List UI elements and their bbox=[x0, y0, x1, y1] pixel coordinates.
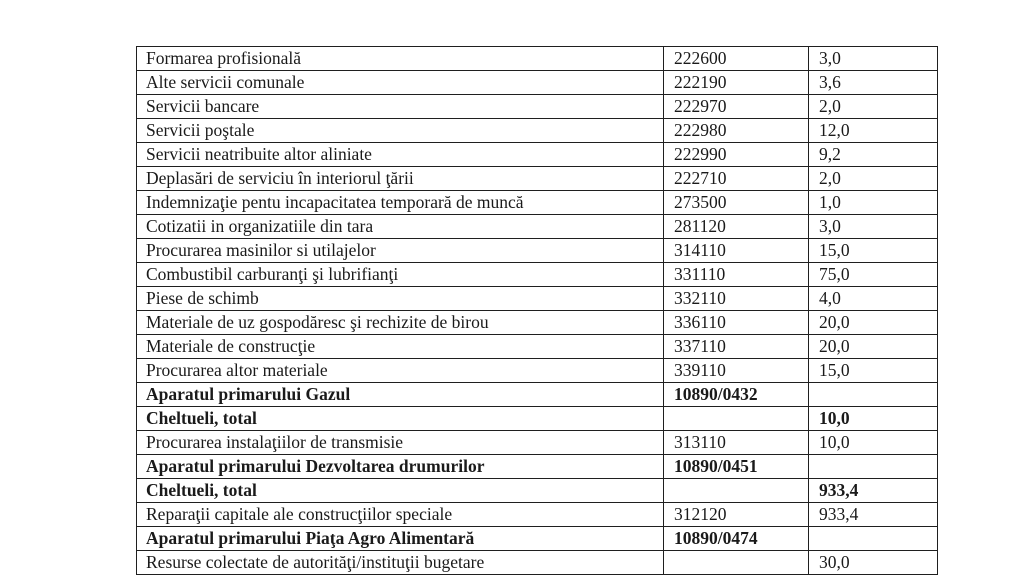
table-row bbox=[137, 503, 938, 527]
table-row bbox=[137, 335, 938, 359]
budget-table bbox=[136, 46, 938, 575]
expense-label-cell: Piese de schimb bbox=[137, 287, 664, 311]
expense-value-cell bbox=[809, 527, 938, 551]
expense-code-cell: 281120 bbox=[664, 215, 809, 239]
expense-value-cell: 2,0 bbox=[809, 95, 938, 119]
expense-label-cell: Reparaţii capitale ale construcţiilor speciale bbox=[137, 503, 664, 527]
table-row bbox=[137, 143, 938, 167]
expense-label-cell: Servicii neatribuite altor aliniate bbox=[137, 143, 664, 167]
expense-value-cell: 10,0 bbox=[809, 407, 938, 431]
expense-label-cell: Cheltueli, total bbox=[137, 479, 664, 503]
expense-label-cell: Procurarea masinilor si utilajelor bbox=[137, 239, 664, 263]
expense-label-cell: Resurse colectate de autorităţi/instituţii bugetare bbox=[137, 551, 664, 575]
expense-label-cell: Aparatul primarului Piaţa Agro Alimentară bbox=[137, 527, 664, 551]
expense-value-cell: 2,0 bbox=[809, 167, 938, 191]
expense-code-cell bbox=[664, 551, 809, 575]
expense-code-cell: 10890/0451 bbox=[664, 455, 809, 479]
expense-label-cell: Servicii poştale bbox=[137, 119, 664, 143]
expense-code-cell: 222710 bbox=[664, 167, 809, 191]
expense-value-cell: 20,0 bbox=[809, 335, 938, 359]
budget-document bbox=[136, 46, 939, 575]
table-row bbox=[137, 311, 938, 335]
expense-value-cell bbox=[809, 455, 938, 479]
expense-code-cell: 332110 bbox=[664, 287, 809, 311]
table-row bbox=[137, 47, 938, 71]
expense-label-cell: Formarea profisională bbox=[137, 47, 664, 71]
table-row bbox=[137, 551, 938, 575]
expense-label-cell: Materiale de construcţie bbox=[137, 335, 664, 359]
expense-label-cell: Alte servicii comunale bbox=[137, 71, 664, 95]
table-row bbox=[137, 263, 938, 287]
expense-code-cell: 314110 bbox=[664, 239, 809, 263]
expense-code-cell bbox=[664, 407, 809, 431]
expense-value-cell: 4,0 bbox=[809, 287, 938, 311]
expense-code-cell: 339110 bbox=[664, 359, 809, 383]
expense-value-cell: 3,0 bbox=[809, 215, 938, 239]
expense-value-cell: 1,0 bbox=[809, 191, 938, 215]
expense-code-cell: 222600 bbox=[664, 47, 809, 71]
table-row bbox=[137, 455, 938, 479]
table-row bbox=[137, 479, 938, 503]
table-row bbox=[137, 527, 938, 551]
table-row bbox=[137, 95, 938, 119]
expense-label-cell: Procurarea altor materiale bbox=[137, 359, 664, 383]
table-row bbox=[137, 191, 938, 215]
expense-value-cell: 12,0 bbox=[809, 119, 938, 143]
expense-code-cell: 222190 bbox=[664, 71, 809, 95]
expense-label-cell: Combustibil carburanţi şi lubrifianţi bbox=[137, 263, 664, 287]
table-row bbox=[137, 431, 938, 455]
table-row bbox=[137, 407, 938, 431]
expense-value-cell: 75,0 bbox=[809, 263, 938, 287]
expense-value-cell bbox=[809, 383, 938, 407]
table-row bbox=[137, 239, 938, 263]
expense-code-cell: 222990 bbox=[664, 143, 809, 167]
expense-value-cell: 10,0 bbox=[809, 431, 938, 455]
expense-label-cell: Procurarea instalaţiilor de transmisie bbox=[137, 431, 664, 455]
expense-label-cell: Indemnizaţie pentu incapacitatea temporară de muncă bbox=[137, 191, 664, 215]
expense-code-cell: 10890/0432 bbox=[664, 383, 809, 407]
expense-code-cell: 312120 bbox=[664, 503, 809, 527]
expense-value-cell: 15,0 bbox=[809, 359, 938, 383]
expense-value-cell: 3,6 bbox=[809, 71, 938, 95]
expense-value-cell: 15,0 bbox=[809, 239, 938, 263]
expense-label-cell: Aparatul primarului Dezvoltarea drumurilor bbox=[137, 455, 664, 479]
expense-code-cell: 331110 bbox=[664, 263, 809, 287]
table-row bbox=[137, 383, 938, 407]
expense-code-cell: 337110 bbox=[664, 335, 809, 359]
expense-value-cell: 933,4 bbox=[809, 479, 938, 503]
expense-code-cell: 222980 bbox=[664, 119, 809, 143]
table-row bbox=[137, 359, 938, 383]
expense-code-cell: 222970 bbox=[664, 95, 809, 119]
table-row bbox=[137, 71, 938, 95]
expense-label-cell: Materiale de uz gospodăresc şi rechizite de birou bbox=[137, 311, 664, 335]
expense-label-cell: Cheltueli, total bbox=[137, 407, 664, 431]
expense-label-cell: Cotizatii in organizatiile din tara bbox=[137, 215, 664, 239]
expense-value-cell: 933,4 bbox=[809, 503, 938, 527]
expense-code-cell: 336110 bbox=[664, 311, 809, 335]
table-row bbox=[137, 287, 938, 311]
expense-value-cell: 3,0 bbox=[809, 47, 938, 71]
expense-code-cell: 313110 bbox=[664, 431, 809, 455]
expense-value-cell: 30,0 bbox=[809, 551, 938, 575]
table-row bbox=[137, 119, 938, 143]
expense-value-cell: 20,0 bbox=[809, 311, 938, 335]
table-row bbox=[137, 215, 938, 239]
expense-label-cell: Aparatul primarului Gazul bbox=[137, 383, 664, 407]
expense-code-cell: 273500 bbox=[664, 191, 809, 215]
budget-table-body bbox=[137, 47, 938, 575]
expense-code-cell: 10890/0474 bbox=[664, 527, 809, 551]
table-row bbox=[137, 167, 938, 191]
expense-value-cell: 9,2 bbox=[809, 143, 938, 167]
expense-label-cell: Deplasări de serviciu în interiorul ţării bbox=[137, 167, 664, 191]
expense-label-cell: Servicii bancare bbox=[137, 95, 664, 119]
expense-code-cell bbox=[664, 479, 809, 503]
